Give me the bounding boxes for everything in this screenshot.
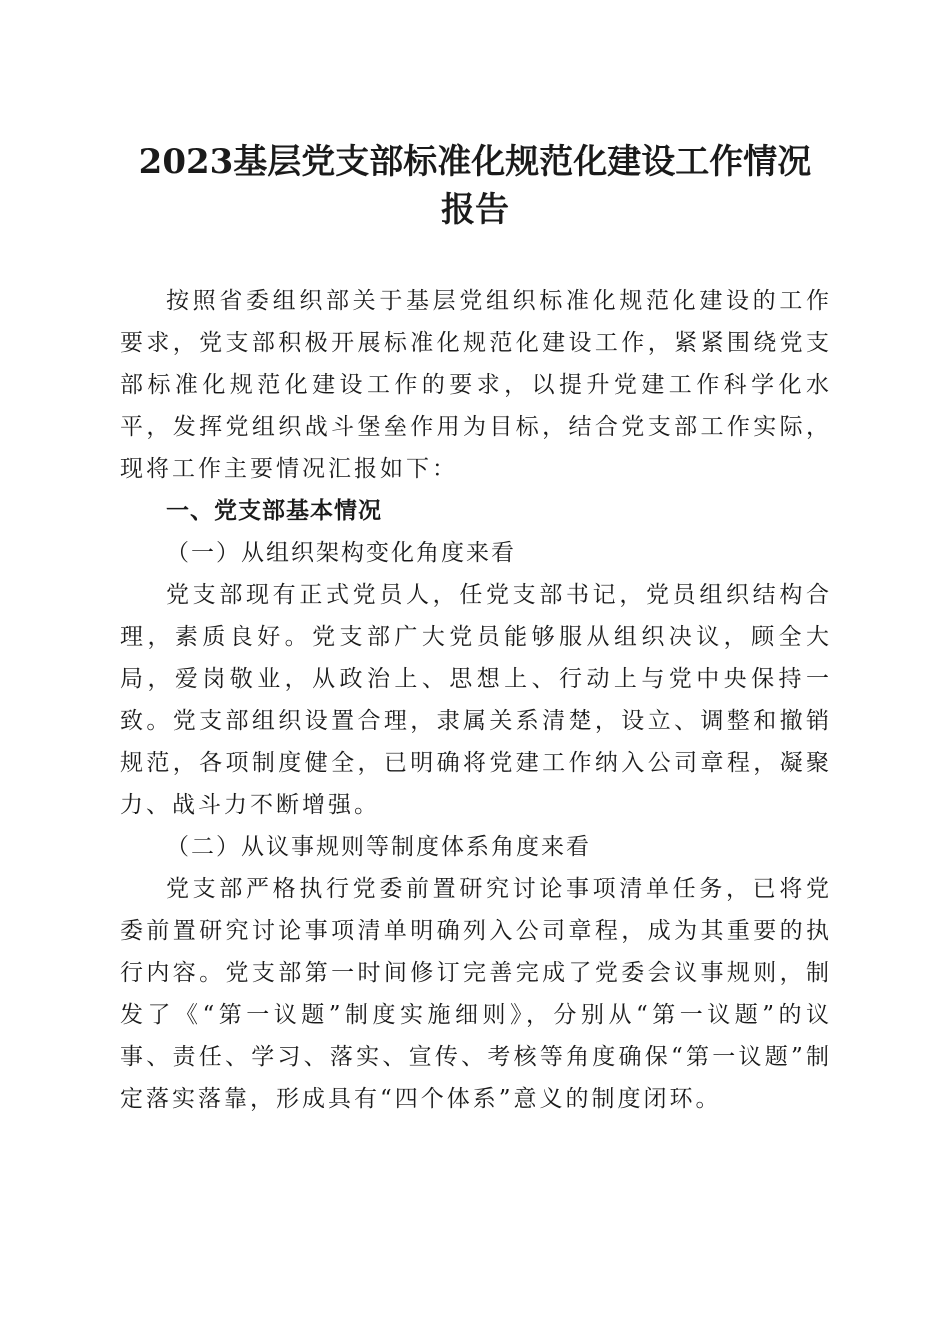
section-1-heading: 一、党支部基本情况 xyxy=(166,498,382,524)
document-title xyxy=(100,138,850,234)
intro-paragraph: 按照省委组织部关于基层党组织标准化规范化建设的工作要求，党支部积极开展标准化规范化建设工作，紧紧围绕党支部标准化规范化建设工作的要求，以提升党建工作科学化水平，发挥党组织战斗堡垒作用为目标，结合党支部工作实际，现将工作主要情况汇报如下： xyxy=(120,288,832,482)
document-body xyxy=(120,280,832,1120)
subsection-1-paragraph: 党支部现有正式党员人，任党支部书记，党员组织结构合理，素质良好。党支部广大党员能够服从组织决议，顾全大局，爱岗敬业，从政治上、思想上、行动上与党中央保持一致。党支部组织设置合理，隶属关系清楚，设立、调整和撤销规范，各项制度健全，已明确将党建工作纳入公司章程，凝聚力、战斗力不断增强。 xyxy=(120,582,832,818)
subsection-2-paragraph: 党支部严格执行党委前置研究讨论事项清单任务，已将党委前置研究讨论事项清单明确列入公司章程，成为其重要的执行内容。党支部第一时间修订完善完成了党委会议事规则，制发了《“第一议题”制度实施细则》，分别从“第一议题”的议事、责任、学习、落实、宣传、考核等角度确保“第一议题”制定落实落靠，形成具有“四个体系”意义的制度闭环。 xyxy=(120,876,832,1112)
subsection-2-heading: （二）从议事规则等制度体系角度来看 xyxy=(166,834,591,860)
title-line-2: 报告 xyxy=(441,190,509,230)
title-line-1: 2023基层党支部标准化规范化建设工作情况 xyxy=(138,142,812,182)
subsection-1-heading: （一）从组织架构变化角度来看 xyxy=(166,540,516,566)
